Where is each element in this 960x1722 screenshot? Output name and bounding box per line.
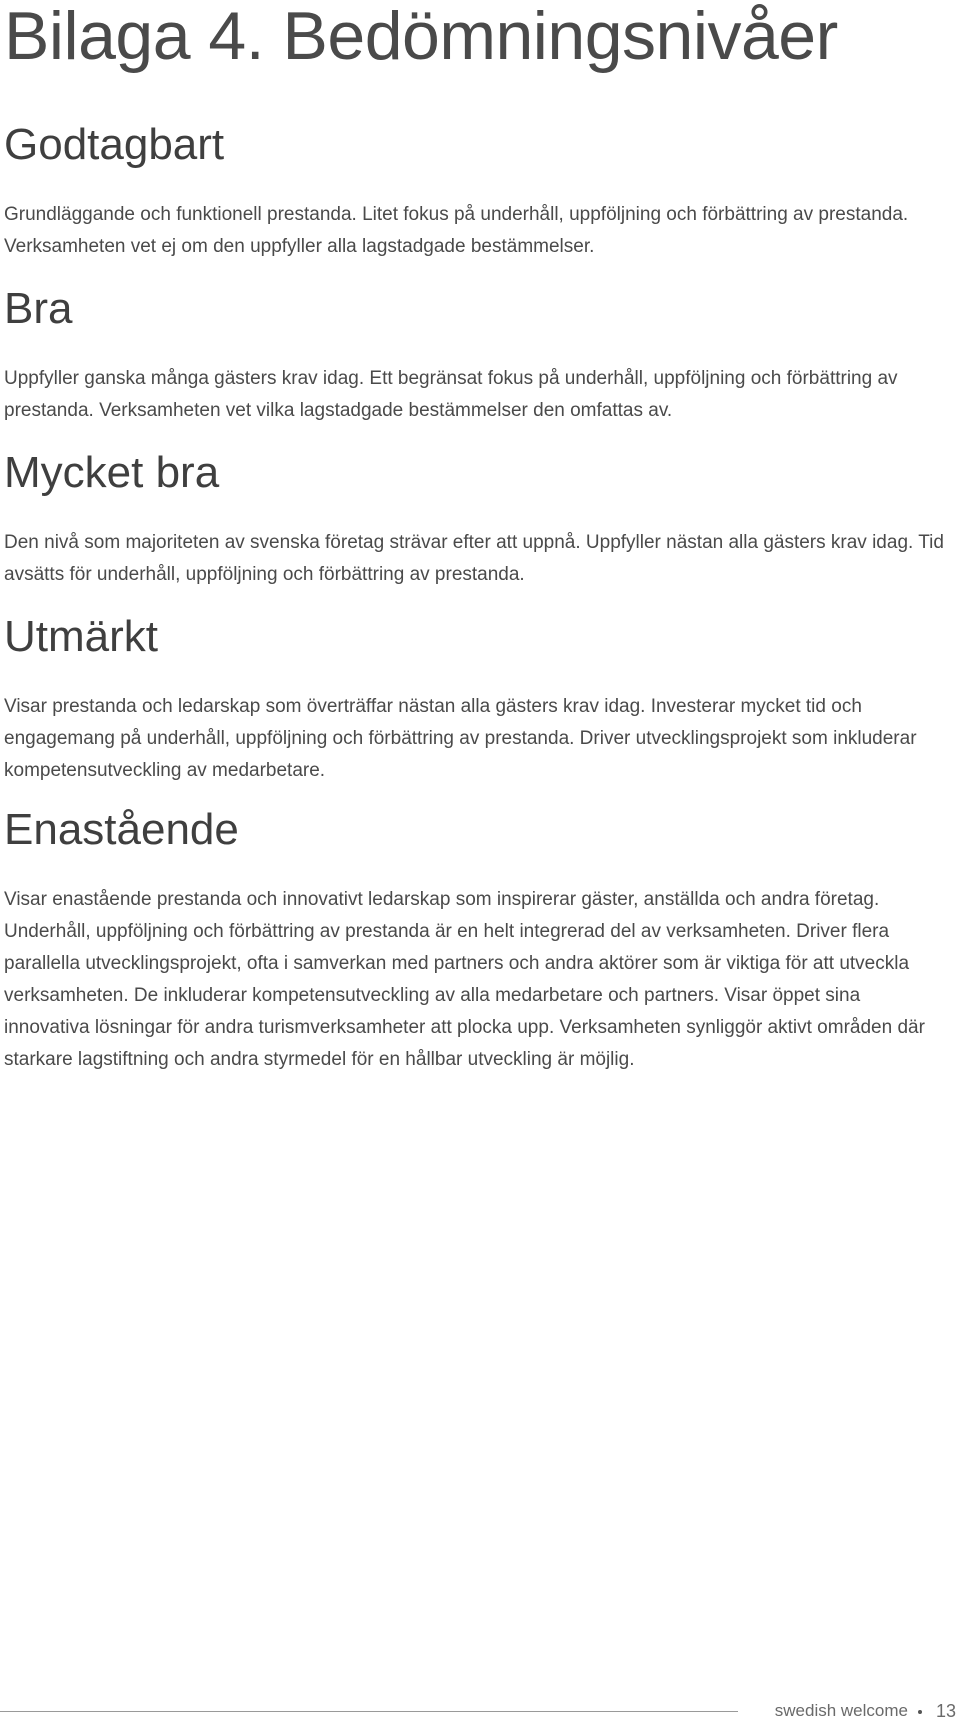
level-heading: Mycket bra	[4, 448, 220, 497]
level-bra	[4, 284, 950, 427]
level-description: Grundläggande och funktionell prestanda. Litet fokus på underhåll, uppföljning och förbättring av prestanda. Verksamheten vet ej om den uppfyller alla lagstadgade bestämmelser.	[4, 204, 909, 257]
level-description: Visar enastående prestanda och innovativt ledarskap som inspirerar gäster, anställda och andra företag. Underhåll, uppföljning och förbättring av prestanda är en helt integrerad del av verksamheten. Driver flera parallella utvecklingsprojekt, ofta i samverkan med partners och andra aktörer som är viktiga för att utveckla verksamheten. De inkluderar kompetensutveckling av alla medarbetare och partners. Visar öppet sina innovativa lösningar för andra turismverksamheter att plocka upp. Verksamheten synliggör aktivt områden där starkare lagstiftning och andra styrmedel för en hållbar utveckling är möjlig.	[4, 889, 925, 1070]
level-description: Uppfyller ganska många gästers krav idag. Ett begränsat fokus på underhåll, uppföljning och förbättring av prestanda. Verksamheten vet vilka lagstadgade bestämmelser den omfattas av.	[4, 368, 898, 421]
level-description: Visar prestanda och ledarskap som överträffar nästan alla gästers krav idag. Investerar mycket tid och engagemang på underhåll, uppföljning och förbättring av prestanda. Driver utvecklingsprojekt som inkluderar kompetensutveckling av medarbetare.	[4, 696, 917, 781]
page-title: Bilaga 4. Bedömningsnivåer	[4, 0, 838, 74]
level-utmarkt	[4, 612, 950, 787]
level-heading: Utmärkt	[4, 612, 158, 661]
page-number: 13	[935, 1701, 956, 1721]
page-footer	[0, 1700, 960, 1722]
level-enastaende	[4, 805, 950, 1076]
footer-brand-text: swedish welcome	[774, 1701, 908, 1720]
level-godtagbart	[4, 120, 950, 263]
level-heading: Bra	[4, 284, 73, 333]
level-heading: Enastående	[4, 805, 239, 854]
footer-divider	[0, 1711, 738, 1712]
level-heading: Godtagbart	[4, 120, 225, 169]
level-description: Den nivå som majoriteten av svenska företag strävar efter att uppnå. Uppfyller nästan alla gästers krav idag. Tid avsätts för underhåll, uppföljning och förbättring av prestanda.	[4, 532, 944, 585]
level-mycket-bra	[4, 448, 950, 591]
footer-bullet-icon	[918, 1710, 922, 1714]
